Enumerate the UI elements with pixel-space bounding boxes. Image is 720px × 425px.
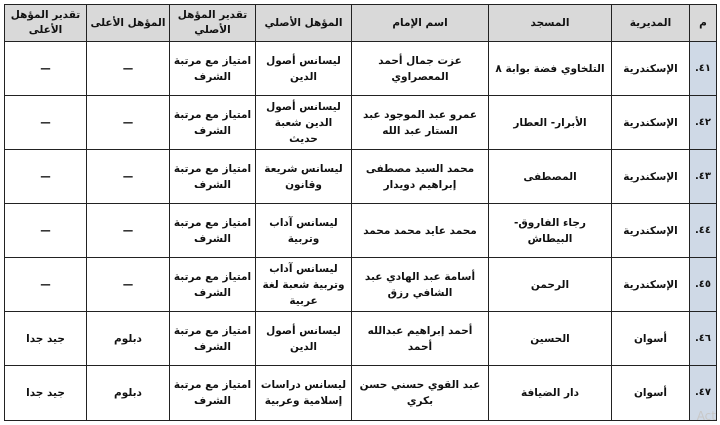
directorate-cell: الإسكندرية	[612, 204, 690, 258]
table-row	[5, 96, 717, 150]
header-mosque: المسجد	[489, 5, 612, 42]
table-row	[5, 150, 717, 204]
header-num: م	[690, 5, 717, 42]
directorate-cell: الإسكندرية	[612, 150, 690, 204]
imam-name-cell: عزت جمال أحمد المعصراوي	[352, 42, 489, 96]
row-number: ٤٧.	[690, 366, 717, 421]
header-imam-name: اسم الإمام	[352, 5, 489, 42]
row-number: ٤٢.	[690, 96, 717, 150]
row-number: ٤٣.	[690, 150, 717, 204]
table-row	[5, 42, 717, 96]
original-grade-cell: امتياز مع مرتبة الشرف	[170, 150, 256, 204]
higher-grade-cell: —	[5, 150, 87, 204]
higher-grade-cell: جيد جدا	[5, 312, 87, 366]
original-qualification-cell: ليسانس دراسات إسلامية وعربية	[256, 366, 352, 421]
imam-name-cell: محمد السيد مصطفى إبراهيم دويدار	[352, 150, 489, 204]
row-number: ٤١.	[690, 42, 717, 96]
mosque-cell: الرحمن	[489, 258, 612, 312]
higher-qualification-cell: —	[87, 258, 170, 312]
higher-grade-cell: —	[5, 204, 87, 258]
row-number: ٤٦.	[690, 312, 717, 366]
header-higher-qualification: المؤهل الأعلى	[87, 5, 170, 42]
mosque-cell: الحسين	[489, 312, 612, 366]
higher-grade-cell: جيد جدا	[5, 366, 87, 421]
header-row	[5, 5, 717, 42]
imam-name-cell: أحمد إبراهيم عبدالله أحمد	[352, 312, 489, 366]
original-qualification-cell: ليسانس آداب وتربية شعبة لغة عربية	[256, 258, 352, 312]
directorate-cell: الإسكندرية	[612, 258, 690, 312]
higher-qualification-cell: —	[87, 204, 170, 258]
imams-table	[4, 4, 717, 421]
original-qualification-cell: ليسانس آداب وتربية	[256, 204, 352, 258]
row-number: ٤٥.	[690, 258, 717, 312]
original-grade-cell: امتياز مع مرتبة الشرف	[170, 42, 256, 96]
imam-name-cell: أسامة عبد الهادي عبد الشافي رزق	[352, 258, 489, 312]
header-original-qualification: المؤهل الأصلي	[256, 5, 352, 42]
table-row	[5, 312, 717, 366]
table-row	[5, 258, 717, 312]
original-grade-cell: امتياز مع مرتبة الشرف	[170, 366, 256, 421]
imam-name-cell: عمرو عبد الموجود عبد الستار عبد الله	[352, 96, 489, 150]
header-directorate: المديرية	[612, 5, 690, 42]
original-grade-cell: امتياز مع مرتبة الشرف	[170, 258, 256, 312]
mosque-cell: المصطفى	[489, 150, 612, 204]
original-qualification-cell: ليسانس أصول الدين شعبة حديث	[256, 96, 352, 150]
higher-qualification-cell: —	[87, 150, 170, 204]
higher-grade-cell: —	[5, 258, 87, 312]
higher-qualification-cell: دبلوم	[87, 312, 170, 366]
table-row	[5, 204, 717, 258]
directorate-cell: الإسكندرية	[612, 42, 690, 96]
original-grade-cell: امتياز مع مرتبة الشرف	[170, 96, 256, 150]
row-number: ٤٤.	[690, 204, 717, 258]
mosque-cell: رجاء الفاروق- البيطاش	[489, 204, 612, 258]
imam-name-cell: عبد القوي حسني حسن بكري	[352, 366, 489, 421]
higher-grade-cell: —	[5, 96, 87, 150]
higher-qualification-cell: دبلوم	[87, 366, 170, 421]
original-qualification-cell: ليسانس أصول الدين	[256, 312, 352, 366]
imam-name-cell: محمد عايد محمد محمد	[352, 204, 489, 258]
mosque-cell: دار الضيافة	[489, 366, 612, 421]
table-row	[5, 366, 717, 421]
higher-qualification-cell: —	[87, 96, 170, 150]
original-qualification-cell: ليسانس شريعة وقانون	[256, 150, 352, 204]
higher-grade-cell: —	[5, 42, 87, 96]
directorate-cell: أسوان	[612, 366, 690, 421]
original-grade-cell: امتياز مع مرتبة الشرف	[170, 204, 256, 258]
mosque-cell: التلخاوي فضة بوابة ٨	[489, 42, 612, 96]
mosque-cell: الأبرار- العطار	[489, 96, 612, 150]
original-qualification-cell: ليسانس أصول الدين	[256, 42, 352, 96]
header-higher-grade: تقدير المؤهل الأعلى	[5, 5, 87, 42]
directorate-cell: الإسكندرية	[612, 96, 690, 150]
higher-qualification-cell: —	[87, 42, 170, 96]
original-grade-cell: امتياز مع مرتبة الشرف	[170, 312, 256, 366]
watermark: Act	[696, 409, 716, 423]
directorate-cell: أسوان	[612, 312, 690, 366]
header-original-grade: تقدير المؤهل الأصلي	[170, 5, 256, 42]
